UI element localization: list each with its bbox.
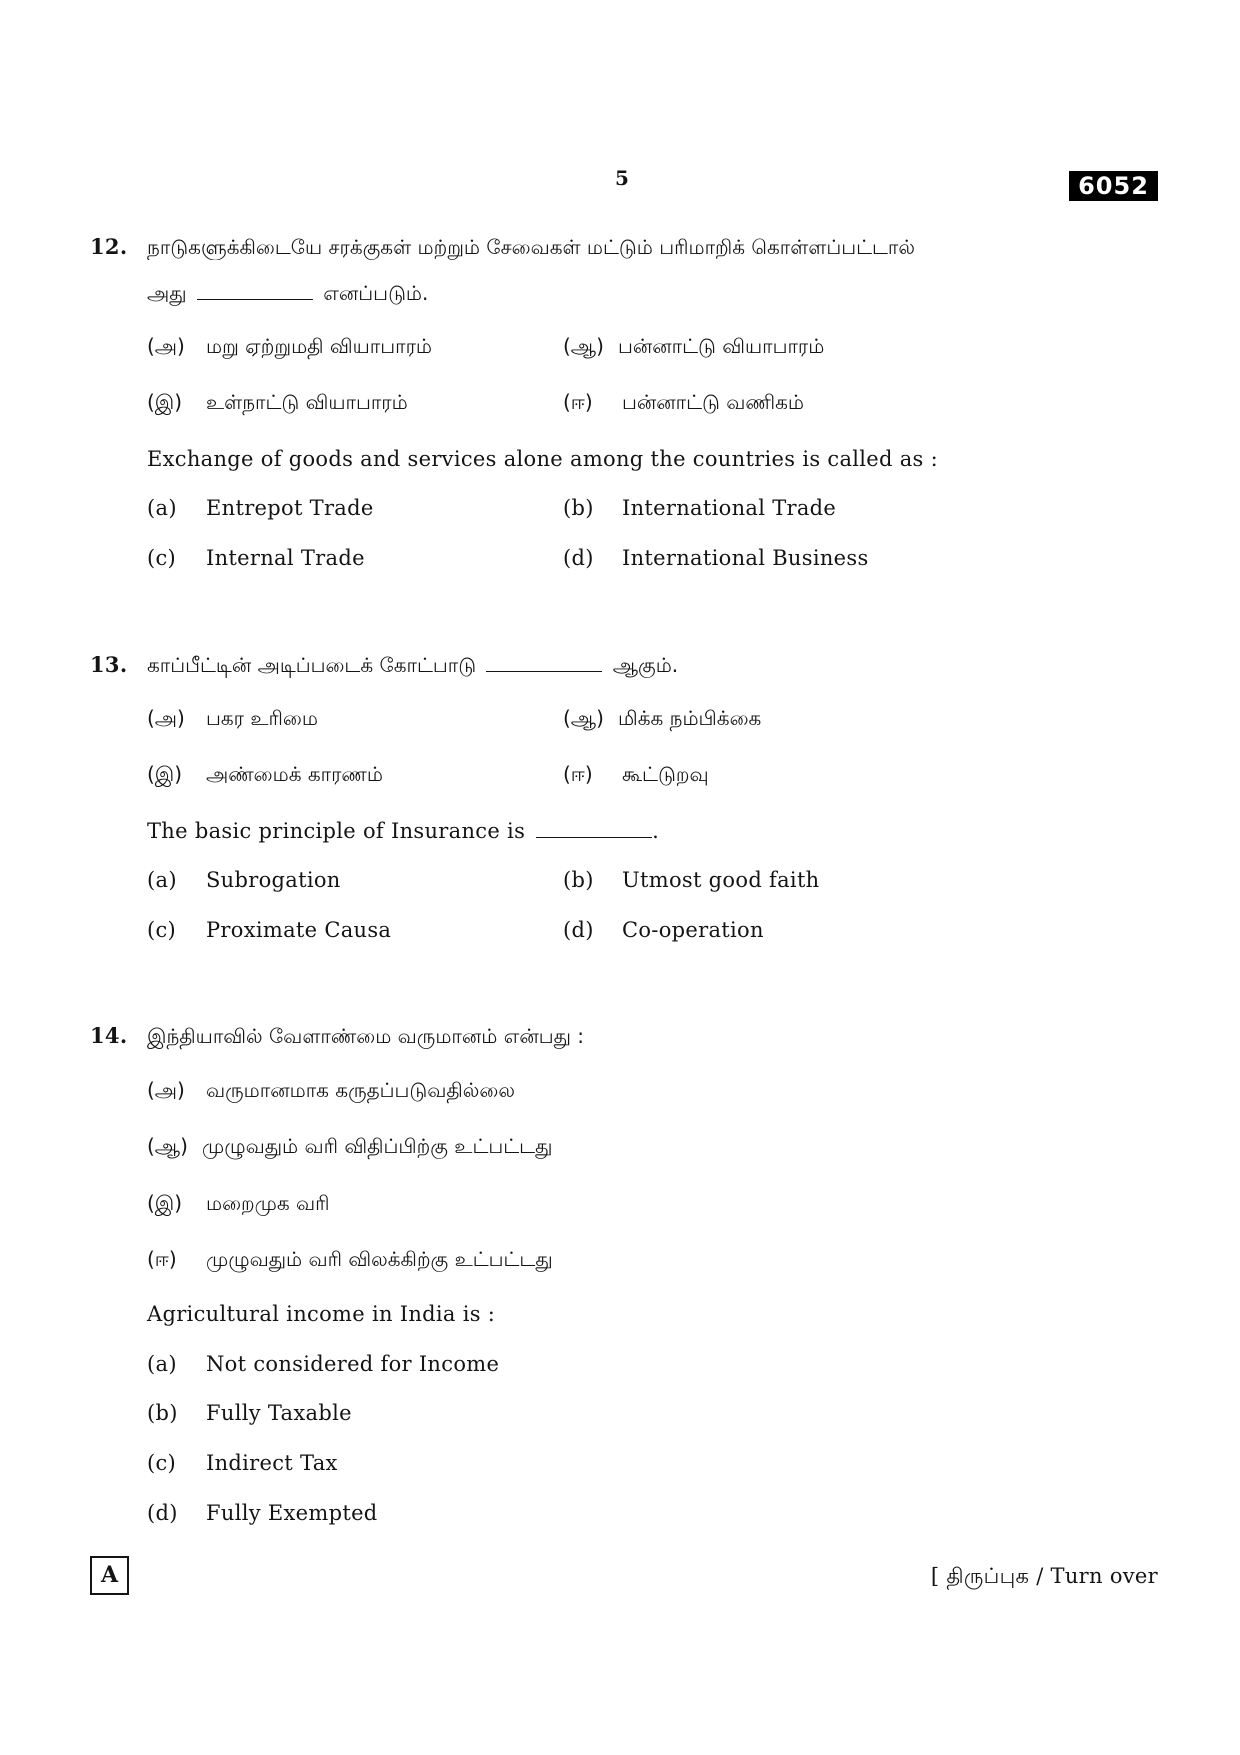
answer-blank (197, 281, 313, 300)
option-text: பன்னாட்டு வணிகம் (622, 390, 805, 414)
option-label: (ஆ) (563, 334, 604, 358)
option-text: வருமானமாக கருதப்படுவதில்லை (206, 1078, 515, 1102)
english-question: Exchange of goods and services alone among the countries is called as : (147, 447, 938, 471)
option-label: (இ) (147, 390, 183, 414)
option-text: மிக்க நம்பிக்கை (618, 706, 762, 730)
option-text: மறு ஏற்றுமதி வியாபாரம் (206, 334, 433, 358)
option-label: (b) (563, 868, 594, 892)
tamil-question: இந்தியாவில் வேளாண்மை வருமானம் என்பது : (147, 1024, 585, 1048)
option-text: முழுவதும் வரி விதிப்பிற்கு உட்பட்டது (202, 1134, 553, 1158)
page-number: 5 (615, 166, 629, 190)
option-text: பகர உரிமை (206, 706, 318, 730)
tamil-question-line (147, 280, 428, 306)
option-text: Proximate Causa (206, 918, 392, 942)
answer-blank (486, 653, 602, 672)
option-text: Subrogation (206, 868, 341, 892)
option-text: Co-operation (622, 918, 764, 942)
tamil-question-line: நாடுகளுக்கிடையே சரக்குகள் மற்றும் சேவைகள் மட்டும் பரிமாறிக் கொள்ளப்பட்டால் (147, 235, 915, 259)
option-text: உள்நாட்டு வியாபாரம் (206, 390, 408, 414)
question-number: 14. (90, 1023, 128, 1048)
option-text: International Trade (622, 496, 837, 520)
option-label: (c) (147, 918, 177, 942)
option-label: (d) (147, 1501, 178, 1525)
paper-code-badge: 6052 (1069, 171, 1158, 201)
option-label: (b) (563, 496, 594, 520)
option-text: Utmost good faith (622, 868, 820, 892)
option-text: International Business (622, 546, 869, 570)
option-text: Entrepot Trade (206, 496, 374, 520)
option-text: கூட்டுறவு (622, 762, 709, 786)
question-number: 13. (90, 652, 128, 677)
option-label: (d) (563, 546, 594, 570)
option-label: (d) (563, 918, 594, 942)
option-label: (a) (147, 868, 177, 892)
option-label: (a) (147, 1352, 177, 1376)
tamil-question (147, 652, 678, 678)
option-text: Internal Trade (206, 546, 365, 570)
english-question: Agricultural income in India is : (147, 1302, 496, 1326)
option-label: (அ) (147, 334, 185, 358)
option-text: பன்னாட்டு வியாபாரம் (618, 334, 825, 358)
answer-blank (536, 819, 652, 838)
question-text: அது (147, 281, 187, 305)
option-label: (அ) (147, 706, 185, 730)
option-label: (அ) (147, 1078, 185, 1102)
option-label: (c) (147, 546, 177, 570)
option-label: (b) (147, 1401, 178, 1425)
english-question (147, 818, 659, 844)
option-text: Fully Exempted (206, 1501, 378, 1525)
option-text: Fully Taxable (206, 1401, 352, 1425)
option-label: (ஆ) (147, 1134, 188, 1158)
question-text: The basic principle of Insurance is (147, 819, 526, 843)
question-text: காப்பீட்டின் அடிப்படைக் கோட்பாடு (147, 653, 477, 677)
option-label: (ஈ) (563, 762, 593, 786)
option-label: (இ) (147, 762, 183, 786)
option-label: (a) (147, 496, 177, 520)
option-label: (ஆ) (563, 706, 604, 730)
question-text: . (652, 819, 660, 843)
option-text: Not considered for Income (206, 1352, 500, 1376)
option-label: (ஈ) (563, 390, 593, 414)
question-text: ஆகும். (612, 653, 679, 677)
question-text: எனப்படும். (323, 281, 429, 305)
option-label: (இ) (147, 1191, 183, 1215)
question-number: 12. (90, 234, 128, 259)
option-text: அண்மைக் காரணம் (206, 762, 383, 786)
option-label: (ஈ) (147, 1247, 177, 1271)
option-text: முழுவதும் வரி விலக்கிற்கு உட்பட்டது (206, 1247, 553, 1271)
turn-over-note: [ திருப்புக / Turn over (930, 1564, 1158, 1588)
series-box: A (90, 1556, 129, 1595)
option-text: மறைமுக வரி (206, 1191, 330, 1215)
option-text: Indirect Tax (206, 1451, 338, 1475)
option-label: (c) (147, 1451, 177, 1475)
